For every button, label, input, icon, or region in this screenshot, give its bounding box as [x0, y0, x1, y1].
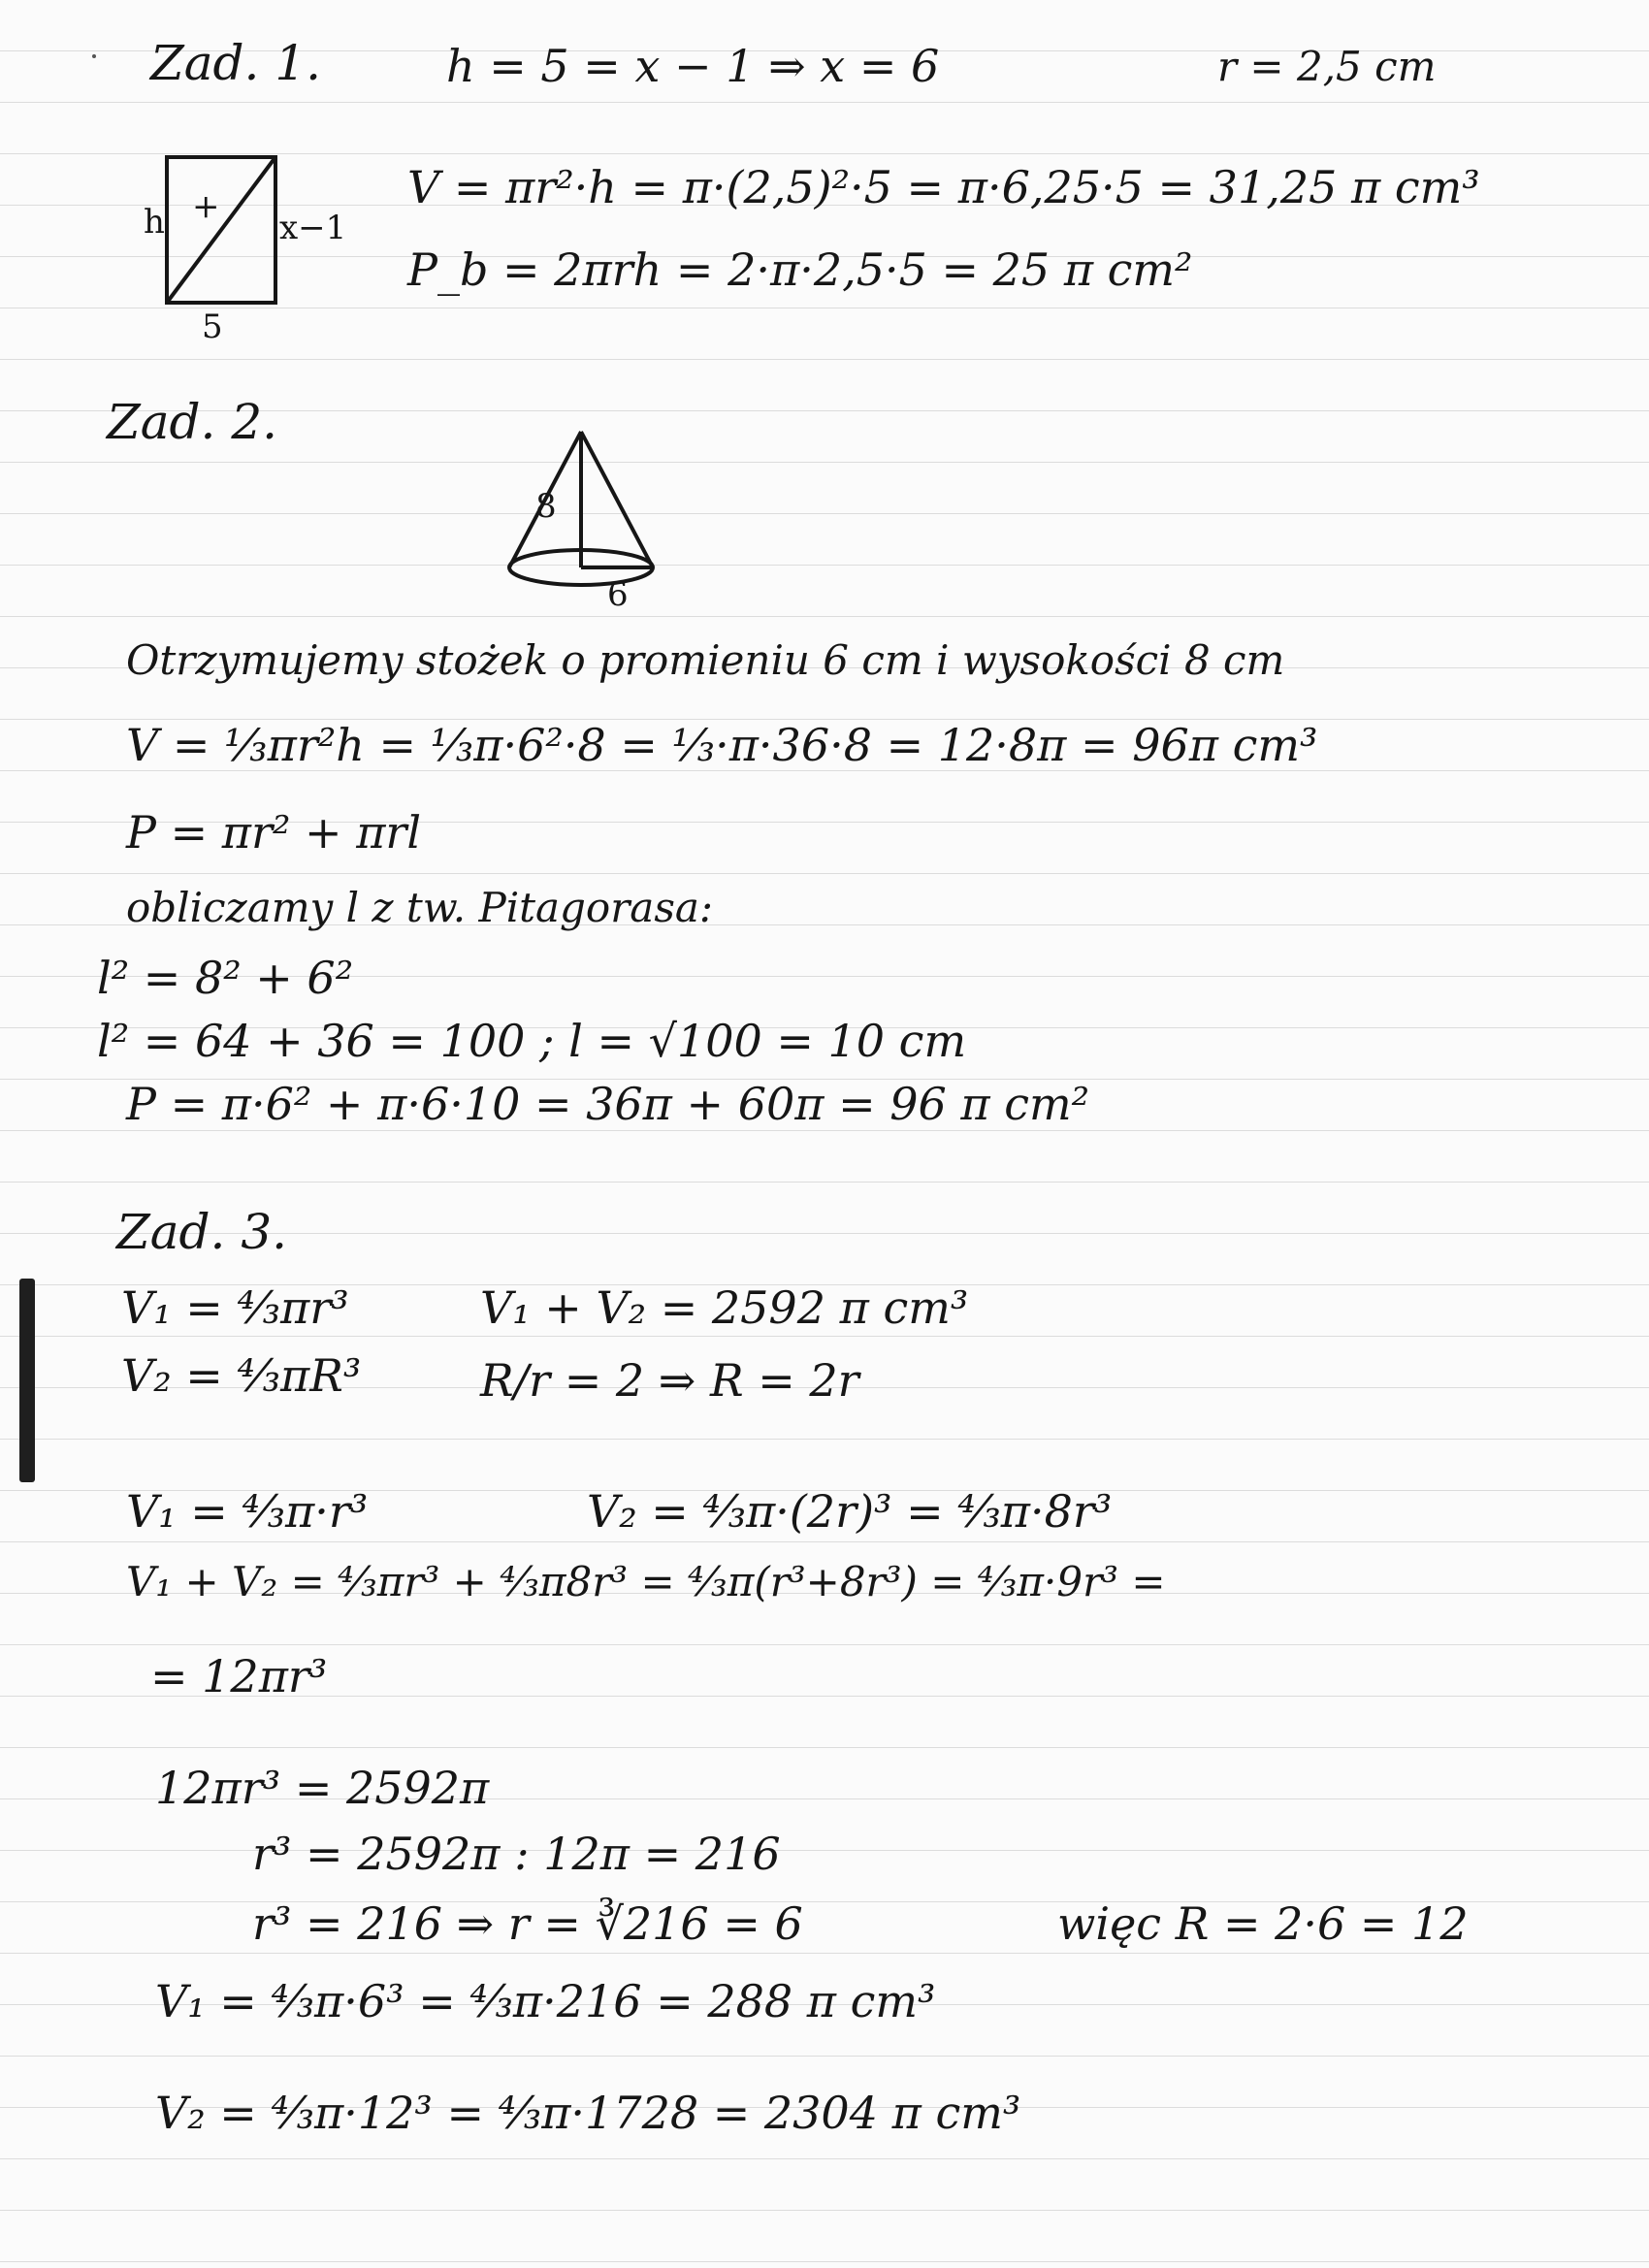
zad2-pythagoras-1: l² = 8² + 6²: [97, 952, 354, 1004]
zad1-volume: V = πr²·h = π·(2,5)²·5 = π·6,25·5 = 31,25 π cm³: [407, 161, 1480, 213]
zad3-v2-substitution: V₂ = ⁴⁄₃π·(2r)³ = ⁴⁄₃π·8r³: [587, 1485, 1113, 1538]
zad2-figure-label-height: 8: [535, 487, 557, 526]
zad2-cone-figure: [500, 422, 674, 597]
zad1-lateral-area: P_b = 2πrh = 2·π·2,5·5 = 25 π cm²: [407, 243, 1193, 296]
zad2-volume: V = ⅓πr²h = ⅓π·6²·8 = ⅓·π·36·8 = 12·8π = 96π cm³: [126, 719, 1318, 771]
zad1-radius: r = 2,5 cm: [1217, 43, 1437, 90]
zad3-sum-given: V₁ + V₂ = 2592 π cm³: [480, 1281, 969, 1334]
zad1-figure-label-h: h: [144, 203, 165, 242]
zad1-figure-label-bottom: 5: [202, 308, 223, 346]
zad3-v2-formula: V₂ = ⁴⁄₃πR³: [121, 1349, 362, 1402]
zad3-ratio: R/r = 2 ⇒ R = 2r: [480, 1354, 859, 1407]
zad1-heading: Zad. 1.: [150, 35, 322, 91]
zad3-equation-1: 12πr³ = 2592π: [155, 1762, 490, 1814]
zad1-header-equation: h = 5 = x − 1 ⇒ x = 6: [446, 40, 940, 92]
zad3-heading: Zad. 3.: [116, 1204, 288, 1260]
zad1-figure-label-right: x−1: [279, 209, 347, 247]
zad3-conclusion: więc R = 2·6 = 12: [1057, 1897, 1469, 1950]
zad2-area: P = π·6² + π·6·10 = 36π + 60π = 96 π cm²: [126, 1078, 1090, 1130]
zad2-figure-label-radius: 6: [607, 575, 629, 614]
margin-ink-mark: [19, 1279, 35, 1482]
zad3-equation-3: r³ = 216 ⇒ r = ∛216 = 6: [252, 1897, 803, 1950]
zad3-equation-2: r³ = 2592π : 12π = 216: [252, 1828, 781, 1880]
zad2-area-formula: P = πr² + πrl: [126, 806, 422, 859]
zad2-statement: Otrzymujemy stożek o promieniu 6 cm i wysokości 8 cm: [126, 636, 1285, 684]
zad3-v2-value: V₂ = ⁴⁄₃π·12³ = ⁴⁄₃π·1728 = 2304 π cm³: [155, 2087, 1021, 2139]
zad3-v1-substitution: V₁ = ⁴⁄₃π·r³: [126, 1485, 369, 1538]
zad3-v1-value: V₁ = ⁴⁄₃π·6³ = ⁴⁄₃π·216 = 288 π cm³: [155, 1975, 936, 2027]
zad3-sum-result: = 12πr³: [150, 1650, 328, 1702]
scan-dot: [92, 54, 96, 58]
zad2-heading: Zad. 2.: [107, 394, 278, 450]
zad3-v1-formula: V₁ = ⁴⁄₃πr³: [121, 1281, 349, 1334]
zad3-sum-expansion: V₁ + V₂ = ⁴⁄₃πr³ + ⁴⁄₃π8r³ = ⁴⁄₃π(r³+8r³) = ⁴⁄₃π·9r³ =: [126, 1558, 1166, 1605]
zad2-pythagoras-2: l² = 64 + 36 = 100 ; l = √100 = 10 cm: [97, 1015, 967, 1067]
zad2-compute-intro: obliczamy l z tw. Pitagorasa:: [126, 884, 714, 931]
zad1-figure-label-center: +: [192, 187, 220, 226]
